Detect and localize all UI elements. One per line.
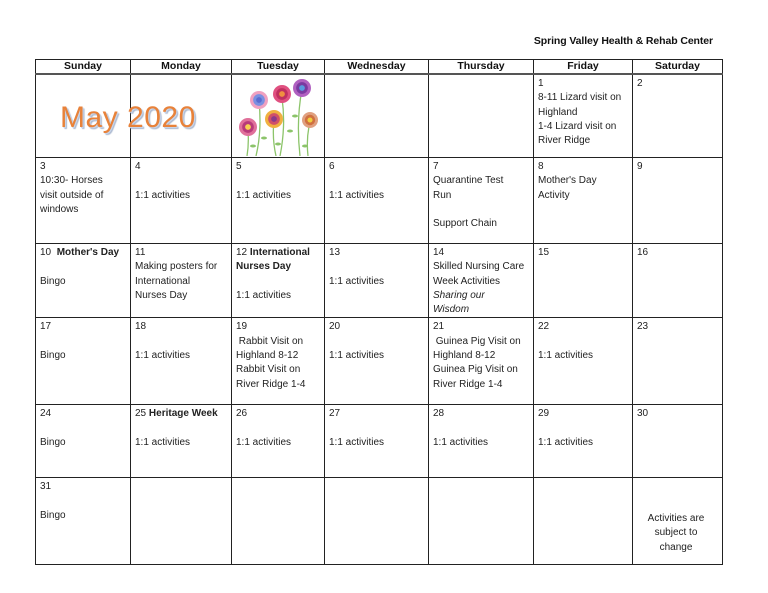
event-line: Highland — [538, 106, 578, 118]
calendar-week-row — [36, 158, 723, 244]
event-line — [433, 422, 529, 436]
day-cell-18 — [131, 318, 232, 405]
event-line: 1:1 activities — [433, 437, 489, 449]
calendar-week-row — [36, 244, 723, 318]
day-number: 13 — [329, 247, 341, 258]
day-number-line — [433, 246, 529, 260]
day-number: 16 — [637, 247, 649, 258]
weekday-header-row — [36, 60, 723, 75]
event-line: 1:1 activities — [236, 289, 292, 301]
day-cell-10 — [36, 244, 131, 318]
day-cell-2 — [633, 74, 723, 158]
weekday-wednesday: Wednesday — [325, 60, 429, 75]
day-number-line — [538, 246, 628, 260]
weekday-tuesday: Tuesday — [232, 60, 325, 75]
event-line: 1:1 activities — [135, 350, 191, 362]
event-line: River Ridge 1-4 — [433, 378, 503, 390]
event-line: Guinea Pig Visit on — [433, 335, 521, 347]
event-line: Bingo — [40, 510, 66, 522]
event-line: Support Chain — [433, 218, 497, 230]
day-number: 29 — [538, 408, 550, 420]
day-cell-5 — [232, 158, 325, 244]
weekday-saturday: Saturday — [633, 60, 723, 75]
event-line: visit outside of — [40, 189, 104, 201]
event-line: Activity — [538, 189, 570, 201]
day-cell-27 — [325, 405, 429, 478]
disclaimer-note — [631, 512, 721, 555]
day-number: 14 — [433, 247, 445, 258]
calendar-week-row — [36, 405, 723, 478]
day-number-line — [40, 480, 126, 494]
event-line — [538, 422, 628, 436]
day-cell-13 — [325, 244, 429, 318]
day-number-line — [135, 160, 227, 174]
weekday-monday: Monday — [131, 60, 232, 75]
empty-day-cell — [131, 478, 232, 565]
day-number: 27 — [329, 408, 341, 420]
day-number: 5 — [236, 161, 242, 172]
day-number: 4 — [135, 161, 141, 172]
day-number: 7 — [433, 161, 439, 172]
day-number-line — [135, 407, 227, 421]
day-number-line — [637, 246, 718, 260]
day-number-line — [538, 407, 628, 421]
event-line: Bingo — [40, 350, 66, 362]
day-number: 25 — [135, 408, 147, 420]
month-title: May 2020 — [60, 101, 196, 134]
day-cell-29 — [534, 405, 633, 478]
event-line — [329, 260, 424, 274]
event-line: River Ridge 1-4 — [236, 378, 306, 390]
day-cell-12 — [232, 244, 325, 318]
day-number-line — [236, 320, 320, 334]
day-cell-31 — [36, 478, 131, 565]
event-line: 1:1 activities — [135, 189, 191, 201]
event-line: Nurses Day — [135, 289, 188, 301]
day-number: 11 — [135, 247, 146, 258]
day-cell-16 — [633, 244, 723, 318]
day-cell-3 — [36, 158, 131, 244]
day-cell-26 — [232, 405, 325, 478]
event-line: 1:1 activities — [329, 275, 385, 287]
event-line — [236, 275, 320, 289]
note-line: Activities are — [647, 513, 705, 524]
day-number-line — [637, 160, 718, 174]
event-line — [135, 422, 227, 436]
day-number-line — [329, 407, 424, 421]
day-number: 9 — [637, 161, 643, 172]
day-number-line — [135, 320, 227, 334]
event-line: Rabbit Visit on — [236, 364, 301, 376]
event-line: Bingo — [40, 437, 66, 449]
empty-day-cell — [429, 74, 534, 158]
day-number: 23 — [637, 321, 649, 333]
event-italic-line: Sharing our — [433, 289, 485, 301]
day-cell-6 — [325, 158, 429, 244]
day-number: 15 — [538, 247, 550, 258]
event-line: Rabbit Visit on — [236, 335, 304, 347]
day-number: 31 — [40, 481, 52, 493]
day-number: 21 — [433, 321, 445, 333]
day-number-line — [40, 320, 126, 334]
day-cell-22 — [534, 318, 633, 405]
day-number-line — [40, 407, 126, 421]
weekday-sunday: Sunday — [36, 60, 131, 75]
event-line — [236, 174, 320, 188]
event-line — [329, 335, 424, 349]
day-cell-25 — [131, 405, 232, 478]
event-line — [329, 422, 424, 436]
event-line: 1:1 activities — [538, 437, 594, 449]
day-number-line — [538, 160, 628, 174]
empty-day-cell — [232, 478, 325, 565]
day-number: 8 — [538, 161, 544, 172]
event-line — [40, 495, 126, 509]
event-line: 1:1 activities — [135, 437, 191, 449]
day-number-line — [538, 77, 628, 91]
day-number: 18 — [135, 321, 147, 333]
event-line: 1:1 activities — [329, 350, 385, 362]
event-line: River Ridge — [538, 135, 591, 147]
event-line — [329, 174, 424, 188]
event-line: windows — [40, 203, 79, 215]
day-number-line — [637, 407, 718, 421]
event-line — [135, 335, 227, 349]
empty-day-cell — [325, 478, 429, 565]
event-title: Mother's Day — [56, 247, 120, 258]
day-number-line — [236, 246, 320, 260]
event-line: Quarantine Test — [433, 175, 504, 187]
event-line — [135, 174, 227, 188]
day-number-line — [329, 320, 424, 334]
day-cell-1 — [534, 74, 633, 158]
day-cell-30 — [633, 405, 723, 478]
day-cell-11 — [131, 244, 232, 318]
day-number: 1 — [538, 78, 544, 89]
event-title: Heritage Week — [148, 408, 218, 420]
day-number-line — [40, 160, 126, 174]
day-number-line — [433, 160, 529, 174]
empty-day-cell — [429, 478, 534, 565]
event-line: 1:1 activities — [236, 189, 292, 201]
event-line: Making posters for — [135, 261, 218, 273]
day-cell-17 — [36, 318, 131, 405]
event-line — [40, 422, 126, 436]
day-number: 20 — [329, 321, 341, 333]
event-line: 1-4 Lizard visit on — [538, 120, 617, 132]
day-cell-21 — [429, 318, 534, 405]
event-line: International — [135, 275, 191, 287]
event-line: Week Activities — [433, 275, 501, 287]
day-cell-4 — [131, 158, 232, 244]
calendar-week-row — [36, 318, 723, 405]
day-cell-14 — [429, 244, 534, 318]
day-number-line — [236, 407, 320, 421]
empty-day-cell — [534, 478, 633, 565]
day-number: 30 — [637, 408, 649, 420]
day-cell-23 — [633, 318, 723, 405]
event-line — [40, 335, 126, 349]
day-number: 3 — [40, 161, 46, 172]
day-number-line — [637, 77, 718, 91]
day-number: 12 — [236, 247, 248, 258]
day-number: 2 — [637, 78, 643, 89]
event-line: Mother's Day — [538, 175, 597, 187]
note-line: change — [659, 541, 693, 553]
note-line: subject to — [654, 527, 698, 539]
event-line: 1:1 activities — [236, 437, 292, 449]
day-number-line — [433, 407, 529, 421]
day-cell-19 — [232, 318, 325, 405]
weekday-friday: Friday — [534, 60, 633, 75]
day-number-line — [329, 246, 424, 260]
day-number-line — [236, 160, 320, 174]
event-line: Run — [433, 189, 452, 201]
event-line: Highland 8-12 — [433, 350, 496, 362]
flowers-icon — [234, 76, 324, 156]
event-line: 8-11 Lizard visit on — [538, 92, 622, 104]
day-number: 24 — [40, 408, 52, 420]
event-line: 10:30- Horses — [40, 175, 103, 187]
weekday-thursday: Thursday — [429, 60, 534, 75]
day-number-line — [135, 246, 227, 260]
event-line: Highland 8-12 — [236, 350, 299, 362]
event-line — [538, 335, 628, 349]
calendar-week-row — [36, 478, 723, 565]
event-title: Nurses Day — [236, 261, 292, 273]
event-title: International — [249, 247, 310, 258]
event-line: 1:1 activities — [329, 189, 385, 201]
day-cell-15 — [534, 244, 633, 318]
day-number: 19 — [236, 321, 248, 333]
day-number-line — [329, 160, 424, 174]
day-number: 28 — [433, 408, 445, 420]
day-cell-9 — [633, 158, 723, 244]
event-line: 1:1 activities — [329, 437, 385, 449]
day-number: 17 — [40, 321, 52, 333]
event-line — [433, 203, 529, 217]
day-number-line — [433, 320, 529, 334]
organization-title: Spring Valley Health & Rehab Center — [533, 35, 713, 47]
empty-day-cell — [325, 74, 429, 158]
empty-day-cell — [232, 74, 325, 158]
day-number: 10 — [40, 247, 52, 258]
day-number: 22 — [538, 321, 550, 333]
day-cell-7 — [429, 158, 534, 244]
day-number-line — [40, 246, 126, 260]
day-number: 26 — [236, 408, 248, 420]
day-number-line — [538, 320, 628, 334]
event-line — [236, 422, 320, 436]
day-cell-24 — [36, 405, 131, 478]
event-line: 1:1 activities — [538, 350, 594, 362]
day-number: 6 — [329, 161, 335, 172]
day-number-line — [637, 320, 718, 334]
day-cell-8 — [534, 158, 633, 244]
event-line — [40, 260, 126, 274]
day-cell-20 — [325, 318, 429, 405]
event-line: Skilled Nursing Care — [433, 261, 525, 273]
event-line: Bingo — [40, 275, 66, 287]
event-italic-line: Wisdom — [433, 304, 470, 316]
event-line: Guinea Pig Visit on — [433, 364, 518, 376]
day-cell-28 — [429, 405, 534, 478]
